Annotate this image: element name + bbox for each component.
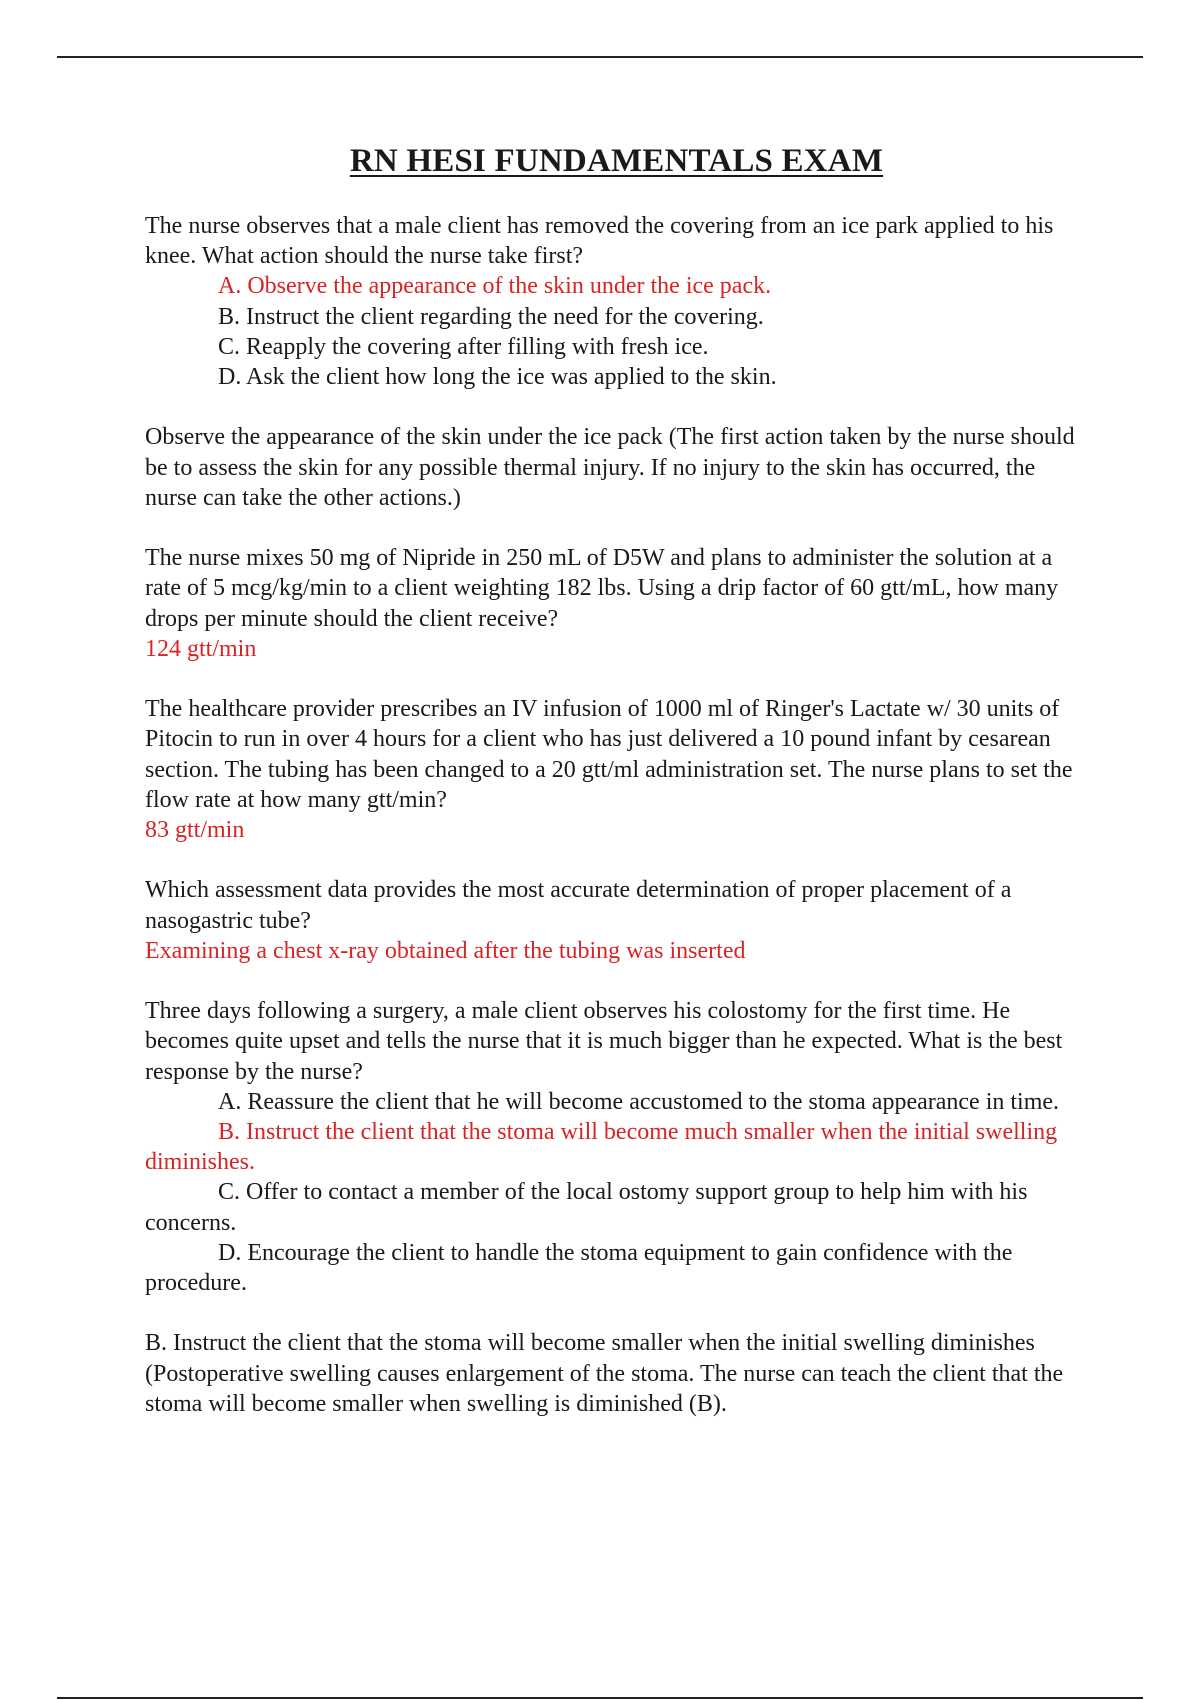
question-block-3 (145, 694, 1085, 845)
page-title: RN HESI FUNDAMENTALS EXAM (349, 143, 884, 179)
answer-option-d: D. Encourage the client to handle the stoma equipment to gain confidence with the procedure. (145, 1239, 1013, 1297)
question-stem: The nurse mixes 50 mg of Nipride in 250 mL of D5W and plans to administer the solution at a rate of 5 mcg/kg/min to a client weighting 182 lbs. Using a drip factor of 60 gtt/mL, how many drops per minute should the client receive? (145, 545, 1059, 632)
answer-option-c: C. Reapply the covering after filling with fresh ice. (218, 333, 709, 360)
rationale-1: Observe the appearance of the skin under the ice pack (The first action taken by the nurse should be to assess the skin for any possible thermal injury. If no injury to the skin has occurred, the nurse can take the other actions.) (145, 424, 1075, 511)
question-block-4 (145, 875, 1085, 966)
question-stem: The nurse observes that a male client has removed the covering from an ice park applied to his knee. What action should the nurse take first? (145, 213, 1054, 270)
answer-option-b-correct: B. Instruct the client that the stoma will become much smaller when the initial swelling diminishes. (145, 1119, 1058, 1176)
answer-option-d: D. Ask the client how long the ice was applied to the skin. (218, 364, 777, 391)
answer-option-a: A. Reassure the client that he will become accustomed to the stoma appearance in time. (218, 1088, 1060, 1115)
correct-answer: 83 gtt/min (145, 817, 245, 844)
question-block-2 (145, 543, 1085, 664)
rationale-5: B. Instruct the client that the stoma will become smaller when the initial swelling diminishes (Postoperative swelling causes enlargement of the stoma. The nurse can teach the client that the stoma will become smaller when swelling is diminished (B). (145, 1330, 1064, 1417)
header-rule (57, 56, 1143, 58)
answer-option-a-correct: A. Observe the appearance of the skin under the ice pack. (218, 273, 772, 300)
question-stem: Which assessment data provides the most accurate determination of proper placement of a nasogastric tube? (145, 877, 1012, 934)
answer-option-b: B. Instruct the client regarding the need for the covering. (218, 303, 764, 330)
answer-option-c: C. Offer to contact a member of the local ostomy support group to help him with his concerns. (145, 1179, 1028, 1236)
question-block-1 (145, 211, 1085, 392)
question-stem: Three days following a surgery, a male client observes his colostomy for the first time. He becomes quite upset and tells the nurse that it is much bigger than he expected. What is the best response by the nurse? (145, 998, 1063, 1085)
correct-answer: 124 gtt/min (145, 635, 257, 662)
exam-content (145, 211, 1085, 1419)
correct-answer: Examining a chest x-ray obtained after the tubing was inserted (145, 937, 746, 964)
footer-rule (57, 1697, 1143, 1699)
question-stem: The healthcare provider prescribes an IV infusion of 1000 ml of Ringer's Lactate w/ 30 units of Pitocin to run in over 4 hours for a client who has just delivered a 10 pound infant by cesarean section. The tubing has been changed to a 20 gtt/ml administration set. The nurse plans to set the flow rate at how many gtt/min? (145, 696, 1073, 813)
question-block-5 (145, 996, 1085, 1298)
